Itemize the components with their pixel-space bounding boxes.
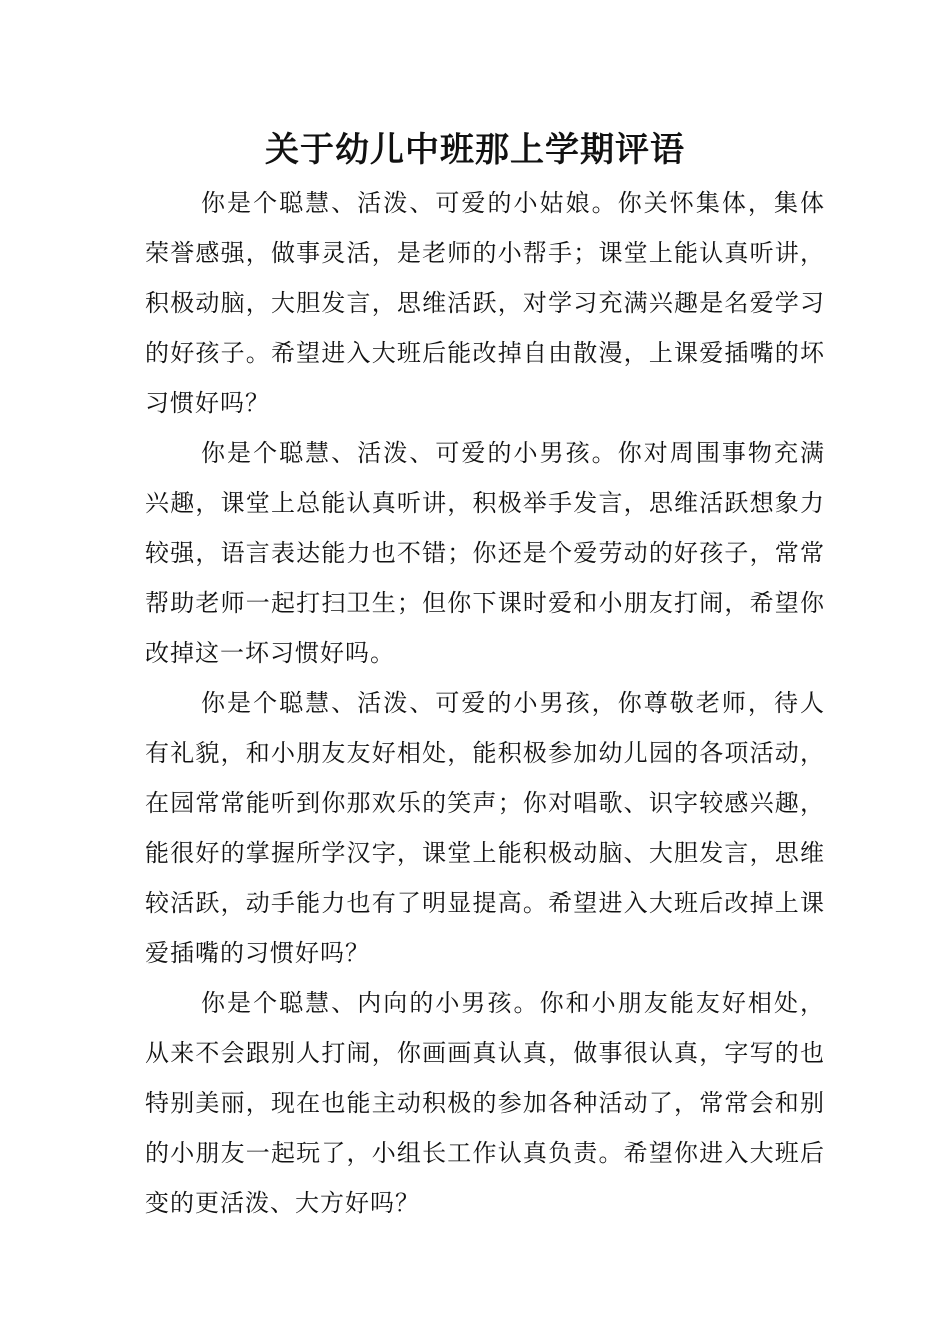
paragraph-3: 你是个聪慧、活泼、可爱的小男孩，你尊敬老师，待人有礼貌，和小朋友友好相处，能积极参加幼儿园的各项活动，在园常常能听到你那欢乐的笑声；你对唱歌、识字较感兴趣，能很好的掌握所学汉字，课堂上能积极动脑、大胆发言，思维较活跃，动手能力也有了明显提高。希望进入大班后改掉上课爱插嘴的习惯好吗？ bbox=[145, 689, 825, 967]
paragraph-4: 你是个聪慧、内向的小男孩。你和小朋友能友好相处，从来不会跟别人打闹，你画画真认真，做事很认真，字写的也特别美丽，现在也能主动积极的参加各种活动了，常常会和别的小朋友一起玩了，小组长工作认真负责。希望你进入大班后变的更活泼、大方好吗？ bbox=[145, 989, 825, 1217]
document-body bbox=[145, 178, 825, 1228]
document-title: 关于幼儿中班那上学期评语 bbox=[265, 130, 685, 170]
paragraph-2: 你是个聪慧、活泼、可爱的小男孩。你对周围事物充满兴趣，课堂上总能认真听讲，积极举手发言，思维活跃想象力较强，语言表达能力也不错；你还是个爱劳动的好孩子，常常帮助老师一起打扫卫生；但你下课时爱和小朋友打闹，希望你改掉这一坏习惯好吗。 bbox=[145, 439, 825, 667]
paragraph-1: 你是个聪慧、活泼、可爱的小姑娘。你关怀集体，集体荣誉感强，做事灵活，是老师的小帮手；课堂上能认真听讲，积极动脑，大胆发言，思维活跃，对学习充满兴趣是名爱学习的好孩子。希望进入大班后能改掉自由散漫，上课爱插嘴的坏习惯好吗？ bbox=[145, 189, 825, 417]
